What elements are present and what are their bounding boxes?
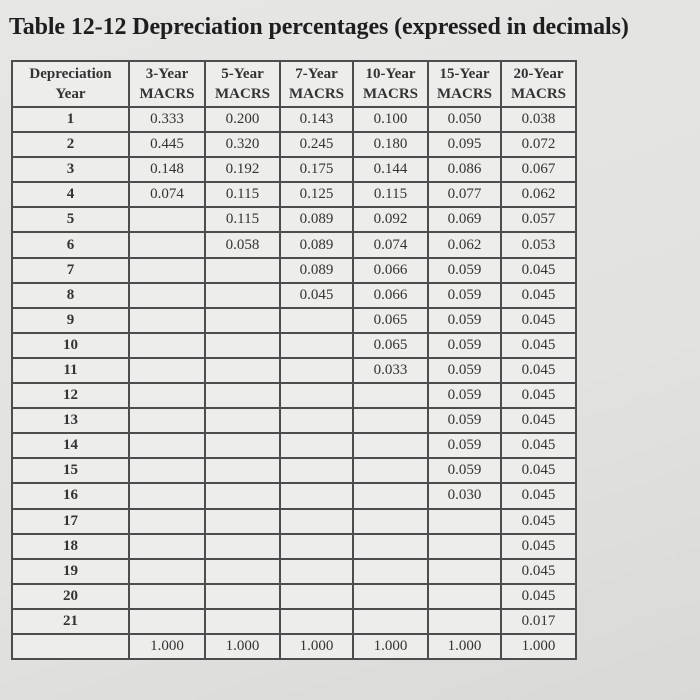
value-cell	[428, 609, 501, 634]
table-row	[12, 232, 576, 257]
table-row	[12, 433, 576, 458]
value-cell: 0.059	[428, 458, 501, 483]
value-cell	[129, 483, 205, 508]
value-cell	[129, 584, 205, 609]
value-cell	[280, 458, 353, 483]
value-cell: 0.180	[353, 132, 428, 157]
value-cell: 1.000	[353, 634, 428, 659]
table-row	[12, 107, 576, 132]
value-cell: 0.045	[501, 483, 576, 508]
value-cell	[129, 232, 205, 257]
value-cell: 0.059	[428, 283, 501, 308]
year-cell: 1	[12, 107, 129, 132]
column-header	[353, 61, 428, 107]
value-cell	[428, 509, 501, 534]
value-cell: 0.445	[129, 132, 205, 157]
value-cell: 0.045	[501, 283, 576, 308]
value-cell	[428, 534, 501, 559]
column-header-line: 7-Year	[295, 66, 338, 82]
year-cell: 9	[12, 308, 129, 333]
value-cell: 0.066	[353, 283, 428, 308]
year-cell: 4	[12, 182, 129, 207]
value-cell: 1.000	[280, 634, 353, 659]
year-cell: 6	[12, 232, 129, 257]
year-cell: 11	[12, 358, 129, 383]
value-cell: 0.086	[428, 157, 501, 182]
value-cell: 0.089	[280, 232, 353, 257]
value-cell	[280, 483, 353, 508]
table-row	[12, 559, 576, 584]
table-row	[12, 132, 576, 157]
value-cell	[280, 383, 353, 408]
value-cell	[129, 258, 205, 283]
column-header-line: MACRS	[511, 86, 566, 102]
column-header	[129, 61, 205, 107]
column-header-line: MACRS	[289, 86, 344, 102]
column-header-line: 10-Year	[365, 66, 416, 82]
value-cell: 0.045	[501, 559, 576, 584]
value-cell	[280, 559, 353, 584]
depreciation-table	[11, 60, 577, 660]
value-cell	[428, 584, 501, 609]
value-cell	[129, 207, 205, 232]
year-cell: 5	[12, 207, 129, 232]
column-header-line: 20-Year	[513, 66, 564, 82]
table-row	[12, 584, 576, 609]
year-cell: 2	[12, 132, 129, 157]
value-cell	[353, 483, 428, 508]
year-cell: 10	[12, 333, 129, 358]
value-cell: 0.095	[428, 132, 501, 157]
value-cell	[353, 458, 428, 483]
value-cell	[205, 433, 280, 458]
value-cell	[353, 584, 428, 609]
column-header-line: MACRS	[363, 86, 418, 102]
value-cell	[205, 308, 280, 333]
value-cell: 1.000	[205, 634, 280, 659]
value-cell: 0.059	[428, 433, 501, 458]
value-cell	[280, 308, 353, 333]
value-cell: 0.333	[129, 107, 205, 132]
value-cell: 0.069	[428, 207, 501, 232]
table-row	[12, 333, 576, 358]
year-cell	[12, 634, 129, 659]
value-cell: 0.045	[501, 584, 576, 609]
value-cell	[353, 433, 428, 458]
value-cell	[353, 509, 428, 534]
value-cell: 0.115	[353, 182, 428, 207]
year-cell: 21	[12, 609, 129, 634]
value-cell	[205, 534, 280, 559]
value-cell: 0.067	[501, 157, 576, 182]
year-cell: 12	[12, 383, 129, 408]
value-cell: 0.148	[129, 157, 205, 182]
value-cell	[205, 458, 280, 483]
value-cell	[129, 534, 205, 559]
table-row	[12, 182, 576, 207]
table-row	[12, 609, 576, 634]
value-cell: 0.115	[205, 207, 280, 232]
value-cell	[129, 559, 205, 584]
value-cell	[129, 408, 205, 433]
value-cell	[280, 534, 353, 559]
value-cell	[205, 609, 280, 634]
value-cell	[129, 433, 205, 458]
value-cell: 0.059	[428, 383, 501, 408]
value-cell: 0.045	[501, 333, 576, 358]
value-cell: 0.017	[501, 609, 576, 634]
year-cell: 7	[12, 258, 129, 283]
year-cell: 15	[12, 458, 129, 483]
value-cell: 0.143	[280, 107, 353, 132]
value-cell: 0.030	[428, 483, 501, 508]
value-cell	[205, 383, 280, 408]
table-row	[12, 157, 576, 182]
value-cell: 0.066	[353, 258, 428, 283]
value-cell: 0.045	[501, 534, 576, 559]
year-cell: 8	[12, 283, 129, 308]
value-cell: 0.089	[280, 258, 353, 283]
year-cell: 13	[12, 408, 129, 433]
value-cell	[129, 609, 205, 634]
value-cell: 0.059	[428, 358, 501, 383]
column-header-line: 15-Year	[439, 66, 490, 82]
value-cell: 0.057	[501, 207, 576, 232]
year-cell: 19	[12, 559, 129, 584]
value-cell	[353, 534, 428, 559]
table-row	[12, 283, 576, 308]
value-cell: 0.045	[501, 358, 576, 383]
value-cell: 0.045	[501, 383, 576, 408]
value-cell: 0.062	[501, 182, 576, 207]
value-cell	[280, 408, 353, 433]
value-cell: 0.045	[501, 433, 576, 458]
value-cell	[280, 609, 353, 634]
column-header-line: 3-Year	[145, 66, 189, 82]
value-cell	[205, 358, 280, 383]
year-cell: 14	[12, 433, 129, 458]
value-cell	[129, 283, 205, 308]
value-cell	[353, 559, 428, 584]
value-cell: 0.320	[205, 132, 280, 157]
year-cell: 20	[12, 584, 129, 609]
value-cell: 0.065	[353, 308, 428, 333]
table-row	[12, 408, 576, 433]
year-cell: 3	[12, 157, 129, 182]
value-cell: 0.059	[428, 333, 501, 358]
value-cell: 0.033	[353, 358, 428, 383]
table-row	[12, 534, 576, 559]
value-cell: 0.089	[280, 207, 353, 232]
value-cell: 0.077	[428, 182, 501, 207]
value-cell	[205, 559, 280, 584]
value-cell: 0.058	[205, 232, 280, 257]
value-cell: 1.000	[501, 634, 576, 659]
table-title: Table 12-12 Depreciation percentages (expressed in decimals)	[9, 14, 629, 40]
column-header	[501, 61, 576, 107]
value-cell: 0.175	[280, 157, 353, 182]
value-cell: 0.144	[353, 157, 428, 182]
column-header-line: Year	[55, 86, 86, 102]
value-cell: 0.045	[280, 283, 353, 308]
header-row	[12, 61, 576, 107]
column-header	[205, 61, 280, 107]
value-cell: 0.115	[205, 182, 280, 207]
value-cell	[129, 358, 205, 383]
value-cell: 0.074	[129, 182, 205, 207]
table-row	[12, 258, 576, 283]
value-cell	[205, 408, 280, 433]
value-cell	[280, 509, 353, 534]
value-cell	[129, 458, 205, 483]
value-cell	[428, 559, 501, 584]
value-cell: 0.065	[353, 333, 428, 358]
value-cell: 0.245	[280, 132, 353, 157]
table-row	[12, 483, 576, 508]
column-header	[280, 61, 353, 107]
value-cell	[205, 509, 280, 534]
value-cell: 0.200	[205, 107, 280, 132]
value-cell: 0.100	[353, 107, 428, 132]
table-row	[12, 458, 576, 483]
value-cell	[205, 483, 280, 508]
table-row	[12, 383, 576, 408]
column-header-line: 5-Year	[221, 66, 264, 82]
value-cell: 1.000	[428, 634, 501, 659]
value-cell: 0.053	[501, 232, 576, 257]
value-cell: 0.045	[501, 258, 576, 283]
value-cell: 0.192	[205, 157, 280, 182]
table-row	[12, 509, 576, 534]
column-header	[12, 61, 129, 107]
column-header-line: MACRS	[437, 86, 492, 102]
totals-row	[12, 634, 576, 659]
value-cell: 0.059	[428, 258, 501, 283]
value-cell	[353, 408, 428, 433]
value-cell	[129, 308, 205, 333]
value-cell	[205, 584, 280, 609]
table-row	[12, 207, 576, 232]
value-cell: 0.072	[501, 132, 576, 157]
value-cell: 0.074	[353, 232, 428, 257]
value-cell	[205, 283, 280, 308]
value-cell: 0.092	[353, 207, 428, 232]
value-cell: 1.000	[129, 634, 205, 659]
value-cell: 0.045	[501, 408, 576, 433]
value-cell: 0.045	[501, 509, 576, 534]
value-cell	[280, 358, 353, 383]
value-cell	[353, 609, 428, 634]
column-header-line: MACRS	[139, 86, 195, 102]
value-cell	[129, 509, 205, 534]
year-cell: 17	[12, 509, 129, 534]
value-cell: 0.050	[428, 107, 501, 132]
column-header-line: Depreciation	[29, 66, 112, 82]
column-header-line: MACRS	[215, 86, 270, 102]
value-cell: 0.062	[428, 232, 501, 257]
column-header	[428, 61, 501, 107]
value-cell: 0.038	[501, 107, 576, 132]
value-cell	[205, 333, 280, 358]
value-cell: 0.045	[501, 308, 576, 333]
year-cell: 16	[12, 483, 129, 508]
value-cell: 0.125	[280, 182, 353, 207]
value-cell	[129, 333, 205, 358]
table-row	[12, 358, 576, 383]
value-cell: 0.059	[428, 408, 501, 433]
value-cell	[280, 433, 353, 458]
value-cell	[280, 584, 353, 609]
value-cell	[280, 333, 353, 358]
value-cell: 0.059	[428, 308, 501, 333]
table-row	[12, 308, 576, 333]
value-cell: 0.045	[501, 458, 576, 483]
value-cell	[205, 258, 280, 283]
value-cell	[353, 383, 428, 408]
year-cell: 18	[12, 534, 129, 559]
value-cell	[129, 383, 205, 408]
